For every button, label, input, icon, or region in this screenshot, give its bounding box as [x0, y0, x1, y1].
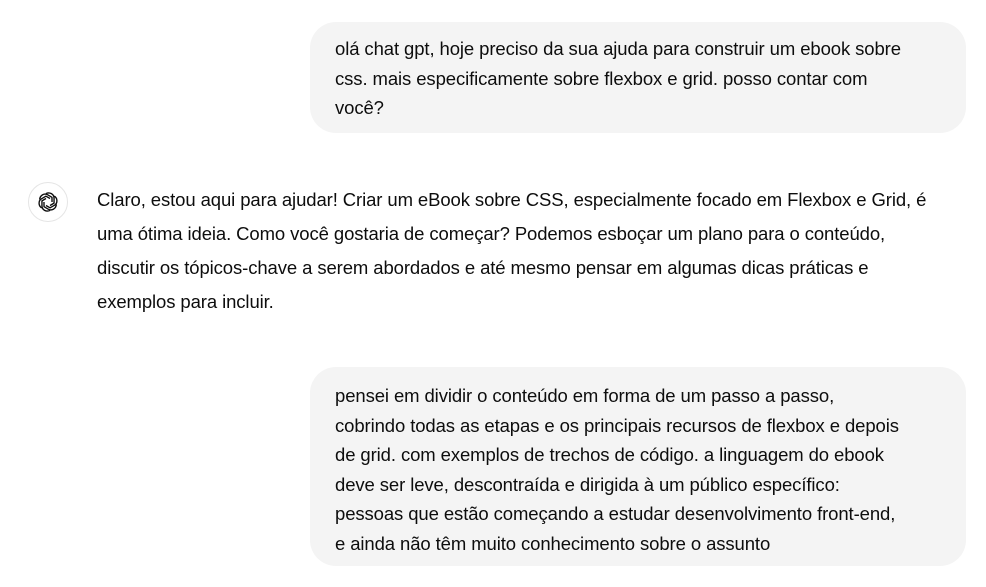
- message-line: pensei em dividir o conteúdo em forma de um passo a passo,: [335, 385, 835, 406]
- user-message-bubble: [310, 22, 966, 133]
- message-line: pessoas que estão começando a estudar desenvolvimento front-end,: [335, 503, 896, 524]
- message-line: olá chat gpt, hoje preciso da sua ajuda para construir um ebook sobre: [335, 38, 901, 59]
- message-line: Claro, estou aqui para ajudar! Criar um eBook sobre CSS, especialmente focado em Flexbox e Grid, é: [97, 189, 927, 210]
- user-message-bubble: [310, 367, 966, 566]
- message-line: exemplos para incluir.: [97, 291, 274, 312]
- message-line: uma ótima ideia. Como você gostaria de começar? Podemos esboçar um plano para o conteúdo,: [97, 223, 886, 244]
- message-line: discutir os tópicos-chave a serem abordados e até mesmo pensar em algumas dicas práticas e: [97, 257, 869, 278]
- message-line: css. mais especificamente sobre flexbox e grid. posso contar com: [335, 67, 868, 89]
- message-line: deve ser leve, descontraída e dirigida à um público específico:: [335, 473, 840, 495]
- message-line: cobrindo todas as etapas e os principais recursos de flexbox e depois: [335, 414, 899, 436]
- assistant-avatar: [28, 182, 68, 222]
- message-line: e ainda não têm muito conhecimento sobre o assunto: [335, 532, 771, 554]
- openai-logo-icon: [37, 191, 59, 213]
- message-line: você?: [335, 97, 384, 118]
- message-line: de grid. com exemplos de trechos de código. a linguagem do ebook: [335, 444, 884, 465]
- assistant-message-text: [97, 183, 982, 319]
